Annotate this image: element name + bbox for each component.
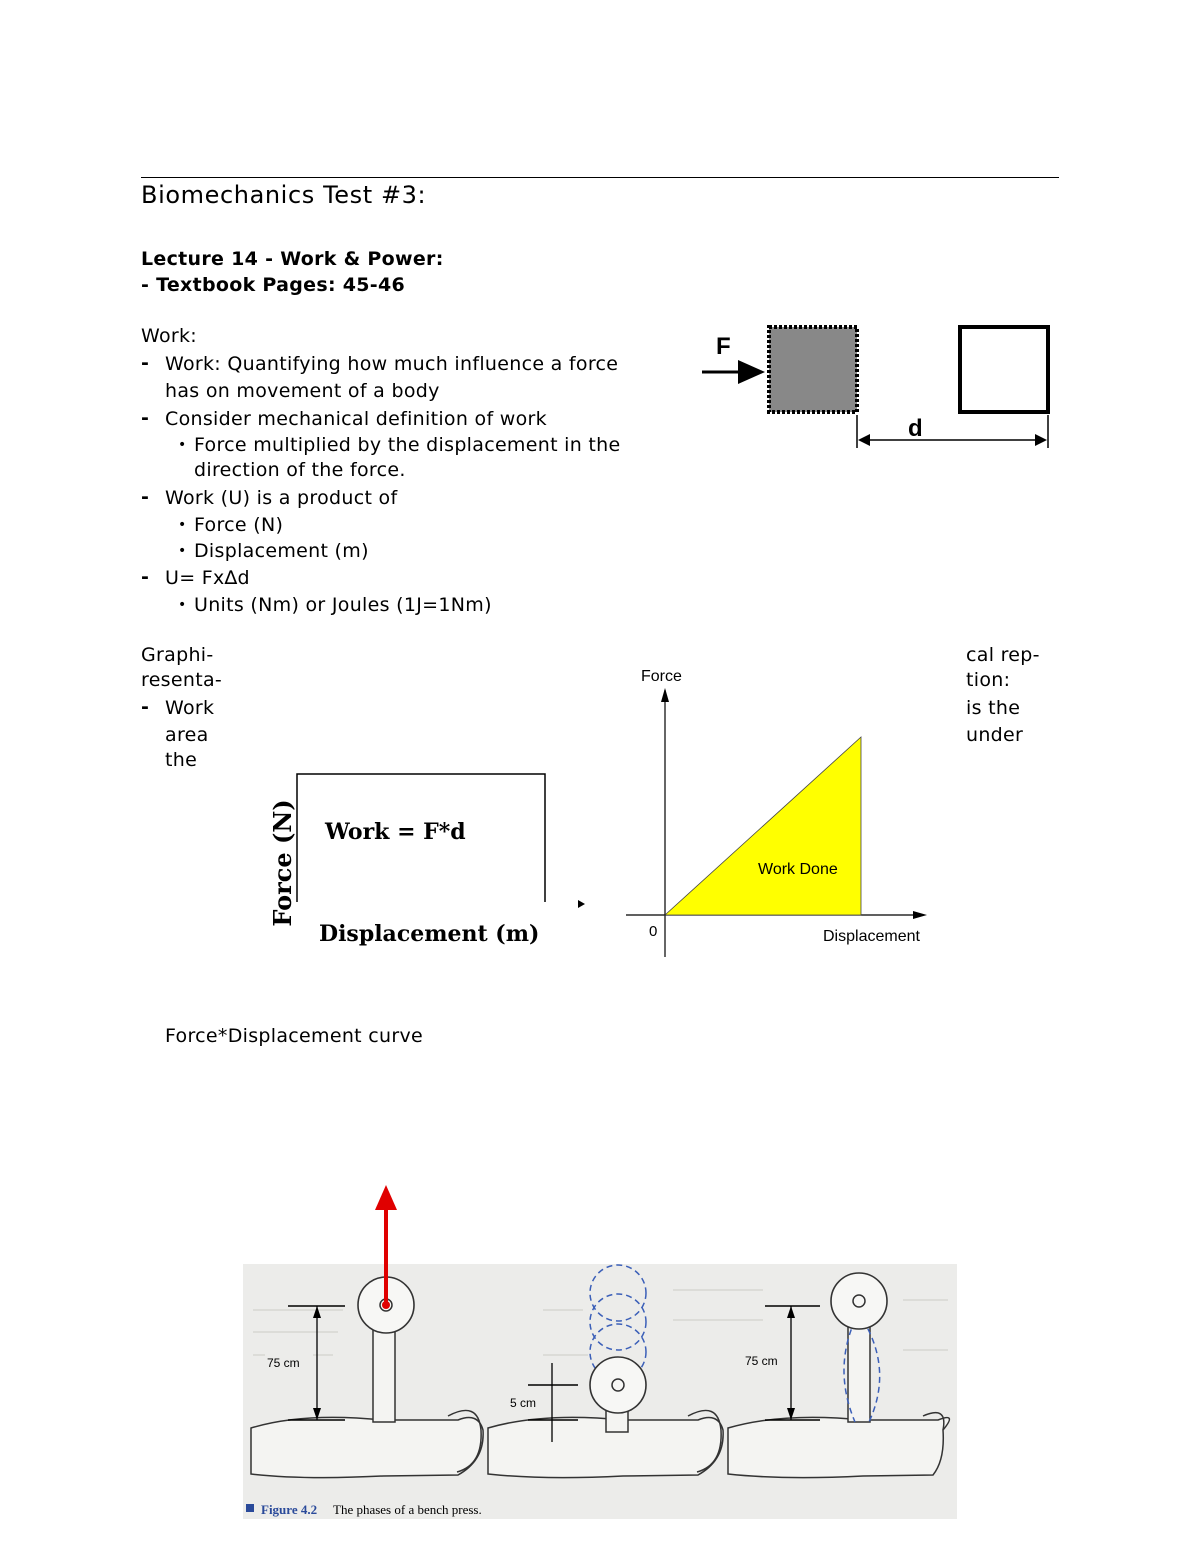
chart-area-label: Work Done [758, 861, 838, 878]
bullet-mechanical-definition: Consider mechanical definition of work [165, 408, 547, 430]
graphical-text-right-2: tion: [966, 669, 1011, 691]
bullet-dot: • [178, 437, 187, 453]
bullet-dot: • [178, 597, 187, 613]
rect-graph-x-label: Displacement (m) [319, 921, 540, 947]
bench-press-figure [243, 1180, 958, 1525]
chart-x-label: Displacement [823, 928, 920, 945]
block-initial [769, 327, 857, 412]
figure-caption-label: Figure 4.2 [261, 1502, 318, 1517]
bullet-dash: - [141, 696, 149, 718]
graphical-text-left-1: Graphi- [141, 644, 214, 666]
page-title: Biomechanics Test #3: [141, 181, 427, 209]
rect-graph-y-label: Force (N) [268, 799, 297, 927]
height-label-right: 75 cm [745, 1354, 778, 1368]
bullet-dash: - [141, 486, 149, 508]
bullet-dash: - [141, 566, 149, 588]
height-label-left: 75 cm [267, 1356, 300, 1370]
textbook-pages: - Textbook Pages: 45-46 [141, 274, 406, 296]
y-axis-arrow-icon [661, 688, 669, 702]
figure-caption-text: The phases of a bench press. [333, 1502, 482, 1517]
bullet-work-definition-cont: has on movement of a body [165, 380, 440, 402]
block-final [960, 327, 1048, 412]
stray-arrow-icon [578, 900, 585, 908]
lecture-heading: Lecture 14 - Work & Power: [141, 248, 444, 270]
sub-bullet-displacement: Displacement (m) [194, 540, 369, 562]
graphical-text-right-4: under [966, 724, 1024, 746]
height-label-middle: 5 cm [510, 1396, 537, 1410]
work-heading: Work: [141, 325, 198, 347]
bullet-dash: - [141, 352, 149, 374]
chart-origin-label: 0 [649, 923, 658, 940]
chart-y-label: Force [641, 668, 682, 685]
weight-plate [831, 1273, 887, 1329]
graphical-text-left-2: resenta- [141, 669, 223, 691]
distance-arrow-icon [858, 434, 1047, 446]
block-displacement-diagram [690, 320, 1060, 460]
graphical-text-right-3: is the [966, 697, 1021, 719]
bullet-work-product: Work (U) is a product of [165, 487, 398, 509]
distance-label: d [908, 415, 923, 442]
work-done-chart [620, 660, 950, 970]
header-rule [141, 177, 1059, 178]
sub-bullet-force-times-displacement: Force multiplied by the displacement in the [194, 434, 621, 456]
sub-bullet-force: Force (N) [194, 514, 284, 536]
graphical-text-left-4: area [165, 724, 209, 746]
rect-work-graph [255, 745, 595, 955]
bullet-dot: • [178, 543, 187, 559]
caption-square-icon [246, 1504, 254, 1512]
graphical-trailing-text: Force*Displacement curve [165, 1025, 423, 1047]
rect-graph-formula: Work = F*d [325, 819, 466, 845]
bullet-formula: U= Fx∆d [165, 567, 250, 589]
x-axis-arrow-icon [913, 911, 927, 919]
bullet-dash: - [141, 407, 149, 429]
graphical-text-left-3: Work [165, 697, 215, 719]
bullet-work-definition: Work: Quantifying how much influence a force [165, 353, 619, 375]
bullet-dot: • [178, 517, 187, 533]
graphical-text-right-1: cal rep- [966, 644, 1040, 666]
force-label: F [716, 333, 731, 360]
weight-plate [590, 1357, 646, 1413]
work-done-area [665, 737, 861, 915]
sub-bullet-units: Units (Nm) or Joules (1J=1Nm) [194, 594, 492, 616]
sub-bullet-direction: direction of the force. [194, 459, 406, 481]
graphical-text-left-5: the [165, 749, 198, 771]
